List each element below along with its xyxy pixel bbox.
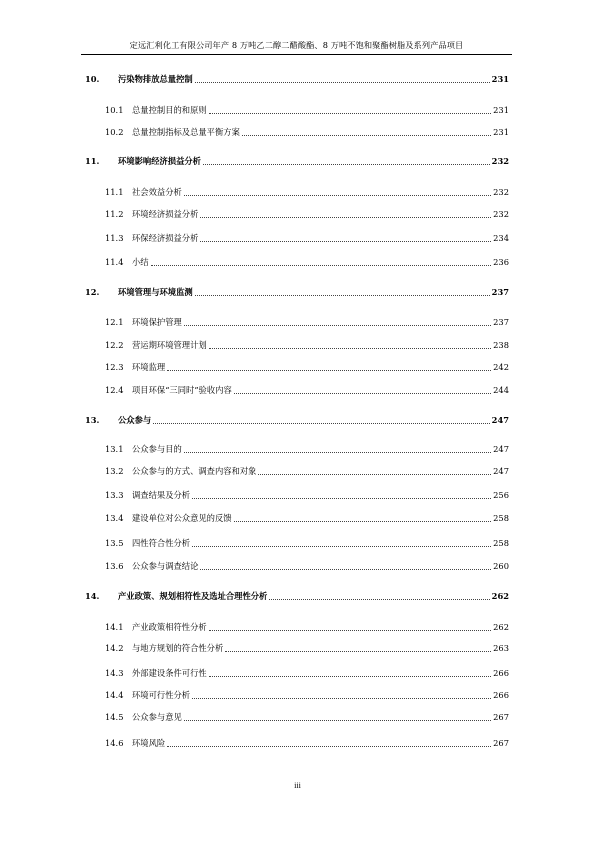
toc-entry-page: 242 [493,362,509,372]
dot-leader [209,676,491,677]
dot-leader [167,370,491,371]
toc-entry-number: 11.4 [105,257,124,267]
toc-section-entry[interactable] [85,362,509,373]
dot-leader [151,265,492,266]
dot-leader [200,569,491,570]
dot-leader [234,521,492,522]
dot-leader [195,295,490,296]
dot-leader [184,452,491,453]
toc-section-entry[interactable] [85,712,509,723]
toc-entry-title: 环境监理 [132,362,166,372]
dot-leader [192,698,491,699]
dot-leader [184,720,491,721]
toc-entry-title: 项目环保“三同时”验收内容 [132,385,232,395]
toc-entry-title: 公众参与调查结论 [132,561,199,571]
toc-entry-page: 266 [493,690,509,700]
toc-entry-page: 238 [493,340,509,350]
toc-entry-title: 与地方规划的符合性分析 [132,643,224,653]
toc-entry-title: 公众参与的方式、调查内容和对象 [132,466,257,476]
toc-section-entry[interactable] [85,233,509,244]
toc-entry-title: 公众参与 [118,415,152,425]
toc-entry-number: 13.1 [105,444,124,454]
toc-entry-page: 267 [493,738,509,748]
toc-entry-title: 小结 [132,257,149,267]
toc-section-entry[interactable] [85,738,509,749]
toc-section-entry[interactable] [85,668,509,679]
toc-section-entry[interactable] [85,385,509,396]
toc-entry-page: 232 [491,156,509,166]
dot-leader [209,113,491,114]
toc-chapter-entry[interactable] [85,74,509,85]
toc-entry-number: 14. [85,591,100,601]
toc-entry-page: 232 [493,209,509,219]
toc-entry-number: 11.1 [105,187,124,197]
toc-entry-title: 污染物排放总量控制 [118,74,193,84]
toc-section-entry[interactable] [85,187,509,198]
toc-entry-title: 环境可行性分析 [132,690,191,700]
dot-leader [195,82,490,83]
toc-entry-page: 247 [493,466,509,476]
toc-entry-number: 11.3 [105,233,124,243]
toc-entry-page: 262 [493,622,509,632]
dot-leader [209,348,491,349]
toc-entry-page: 258 [493,513,509,523]
toc-entry-page: 232 [493,187,509,197]
toc-entry-number: 13.2 [105,466,124,476]
toc-entry-title: 环境影响经济损益分析 [118,156,201,166]
toc-section-entry[interactable] [85,257,509,268]
toc-section-entry[interactable] [85,622,509,633]
toc-entry-number: 14.1 [105,622,124,632]
dot-leader [203,164,490,165]
header-rule [81,54,512,55]
dot-leader [184,195,491,196]
dot-leader [234,393,491,394]
toc-entry-title: 营运期环境管理计划 [132,340,207,350]
toc-entry-number: 13. [85,415,100,425]
dot-leader [192,498,491,499]
toc-entry-page: 267 [493,712,509,722]
toc-section-entry[interactable] [85,317,509,328]
toc-entry-title: 环境管理与环境监测 [118,287,193,297]
toc-entry-number: 10.1 [105,105,124,115]
dot-leader [153,423,489,424]
toc-entry-page: 247 [493,444,509,454]
dot-leader [200,241,491,242]
toc-section-entry[interactable] [85,643,509,654]
toc-entry-title: 环境风险 [132,738,166,748]
toc-section-entry[interactable] [85,340,509,351]
toc-entry-number: 14.5 [105,712,124,722]
toc-entry-page: 234 [493,233,509,243]
toc-section-entry[interactable] [85,466,509,477]
toc-chapter-entry[interactable] [85,415,509,426]
toc-entry-number: 14.6 [105,738,124,748]
toc-section-entry[interactable] [85,127,509,138]
toc-entry-title: 总量控制目的和原则 [132,105,207,115]
dot-leader [167,746,491,747]
toc-section-entry[interactable] [85,538,509,549]
toc-chapter-entry[interactable] [85,287,509,298]
page-number: iii [294,781,301,790]
toc-section-entry[interactable] [85,105,509,116]
toc-entry-page: 263 [493,643,509,653]
toc-entry-page: 256 [493,490,509,500]
toc-entry-number: 14.2 [105,643,124,653]
toc-entry-page: 237 [491,287,509,297]
toc-entry-title: 四性符合性分析 [132,538,191,548]
toc-entry-page: 262 [491,591,509,601]
toc-entry-number: 13.4 [105,513,124,523]
dot-leader [269,599,489,600]
toc-entry-number: 14.3 [105,668,124,678]
toc-entry-page: 266 [493,668,509,678]
toc-entry-title: 产业政策相符性分析 [132,622,207,632]
toc-chapter-entry[interactable] [85,156,509,167]
toc-entry-number: 12.3 [105,362,124,372]
toc-section-entry[interactable] [85,513,509,524]
toc-entry-page: 244 [493,385,509,395]
toc-entry-title: 公众参与意见 [132,712,182,722]
toc-entry-number: 10. [85,74,100,84]
toc-section-entry[interactable] [85,490,509,501]
toc-entry-page: 258 [493,538,509,548]
dot-leader [184,325,491,326]
toc-entry-number: 13.5 [105,538,124,548]
toc-entry-title: 建设单位对公众意见的反馈 [132,513,232,523]
toc-entry-page: 231 [493,127,509,137]
dot-leader [242,135,491,136]
toc-entry-number: 14.4 [105,690,124,700]
toc-entry-number: 11.2 [105,209,124,219]
dot-leader [258,474,491,475]
running-header: 定远汇利化工有限公司年产 8 万吨乙二醇二醋酸酯、8 万吨不饱和聚酯树脂及系列产品项目 [129,40,464,50]
toc-entry-title: 公众参与目的 [132,444,182,454]
dot-leader [225,651,491,652]
toc-entry-title: 环境经济损益分析 [132,209,199,219]
toc-entry-title: 总量控制指标及总量平衡方案 [132,127,240,137]
dot-leader [200,217,491,218]
toc-section-entry[interactable] [85,209,509,220]
toc-entry-number: 12.2 [105,340,124,350]
toc-entry-number: 13.3 [105,490,124,500]
toc-entry-title: 外部建设条件可行性 [132,668,207,678]
dot-leader [192,546,491,547]
toc-entry-page: 231 [491,74,509,84]
toc-entry-number: 13.6 [105,561,124,571]
toc-entry-title: 调查结果及分析 [132,490,191,500]
toc-entry-page: 260 [493,561,509,571]
toc-entry-title: 环境保护管理 [132,317,182,327]
toc-entry-page: 237 [493,317,509,327]
toc-entry-title: 产业政策、规划相符性及选址合理性分析 [118,591,268,601]
toc-entry-number: 11. [85,156,100,166]
toc-entry-number: 12.4 [105,385,124,395]
toc-entry-page: 231 [493,105,509,115]
toc-entry-page: 247 [491,415,509,425]
toc-entry-number: 12.1 [105,317,124,327]
dot-leader [209,630,491,631]
toc-section-entry[interactable] [85,690,509,701]
toc-entry-title: 环保经济损益分析 [132,233,199,243]
toc-entry-title: 社会效益分析 [132,187,182,197]
toc-entry-number: 12. [85,287,100,297]
toc-chapter-entry[interactable] [85,591,509,602]
toc-entry-number: 10.2 [105,127,124,137]
toc-section-entry[interactable] [85,561,509,572]
toc-section-entry[interactable] [85,444,509,455]
toc-entry-page: 236 [493,257,509,267]
